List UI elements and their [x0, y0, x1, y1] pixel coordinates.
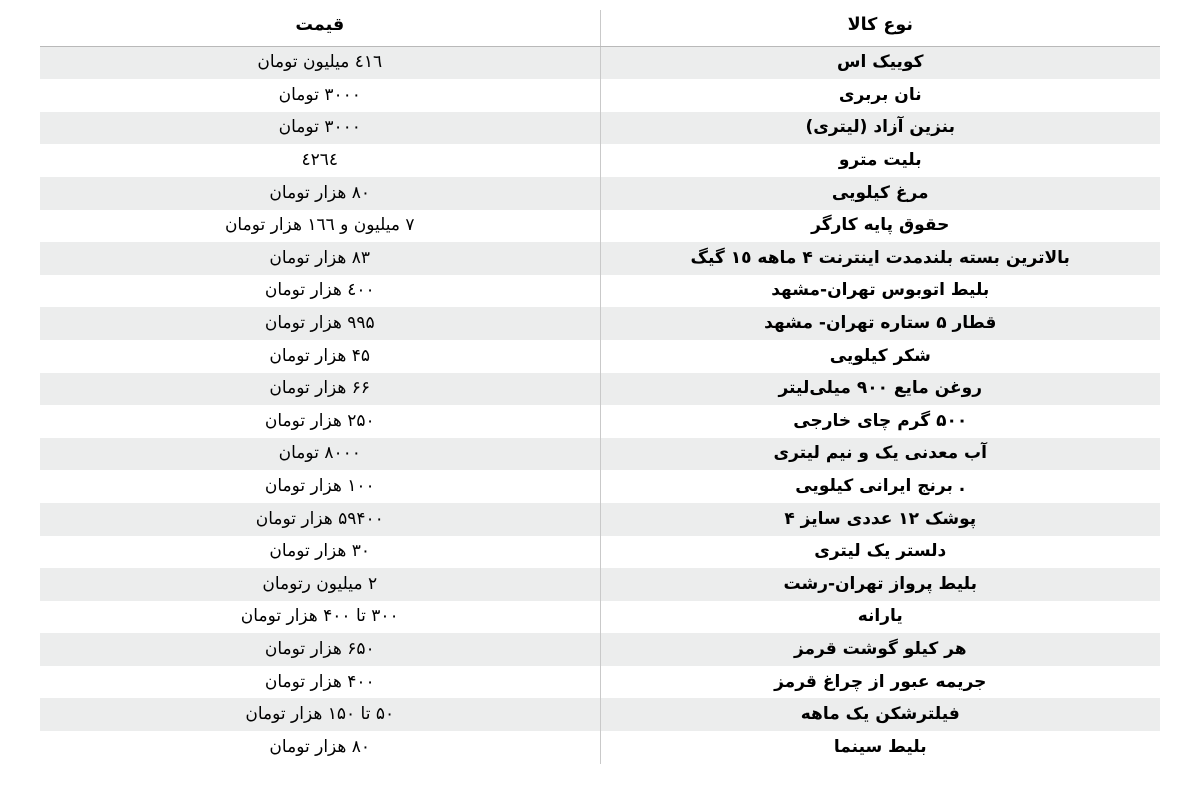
cell-price: ٣٠٠٠ تومان — [40, 79, 600, 112]
table-row — [40, 46, 1160, 79]
table-row — [40, 177, 1160, 210]
table-row — [40, 503, 1160, 536]
cell-item: جریمه عبور از چراغ قرمز — [600, 666, 1160, 699]
cell-item: شکر کیلویی — [600, 340, 1160, 373]
cell-price: ۳۰ هزار تومان — [40, 536, 600, 569]
table-row — [40, 601, 1160, 634]
cell-price: ٤١٦ میلیون تومان — [40, 46, 600, 79]
cell-item: بالاترین بسته بلندمدت اینترنت ۴ ماهه ١٥ گیگ — [600, 242, 1160, 275]
cell-price: ٨٠ هزار تومان — [40, 177, 600, 210]
cell-item: حقوق پایه کارگر — [600, 210, 1160, 243]
table-row — [40, 144, 1160, 177]
cell-item: فیلترشکن یک ماهه — [600, 698, 1160, 731]
cell-item: بلیط سینما — [600, 731, 1160, 764]
cell-price: ٤٢٦٤ — [40, 144, 600, 177]
cell-item: بلیط اتوبوس تهران-مشهد — [600, 275, 1160, 308]
cell-price: ۵۰ تا ۱۵۰ هزار تومان — [40, 698, 600, 731]
table-row — [40, 242, 1160, 275]
table-row — [40, 731, 1160, 764]
column-header-item: نوع کالا — [600, 10, 1160, 46]
cell-item: ۵۰۰ گرم چای خارجی — [600, 405, 1160, 438]
column-header-price: قیمت — [40, 10, 600, 46]
cell-price: ٨٠٠٠ تومان — [40, 438, 600, 471]
cell-price: ۲ میلیون رتومان — [40, 568, 600, 601]
table-row — [40, 405, 1160, 438]
cell-price: ۴۵ هزار تومان — [40, 340, 600, 373]
table-row — [40, 698, 1160, 731]
cell-price: ٣٠٠٠ تومان — [40, 112, 600, 145]
cell-price: ٨٣ هزار تومان — [40, 242, 600, 275]
cell-item: بلیت مترو — [600, 144, 1160, 177]
table-row — [40, 568, 1160, 601]
cell-item: آب معدنی یک و نیم لیتری — [600, 438, 1160, 471]
table-row — [40, 536, 1160, 569]
table-row — [40, 666, 1160, 699]
cell-item: پوشک ۱۲ عددی سایز ۴ — [600, 503, 1160, 536]
cell-price: ۱۰۰ هزار تومان — [40, 470, 600, 503]
cell-item: کوییک اس — [600, 46, 1160, 79]
table-row — [40, 275, 1160, 308]
cell-item: روغن مایع ۹۰۰ میلی‌لیتر — [600, 373, 1160, 406]
cell-item: نان بربری — [600, 79, 1160, 112]
cell-item: . برنج ایرانی کیلویی — [600, 470, 1160, 503]
cell-item: هر کیلو گوشت قرمز — [600, 633, 1160, 666]
cell-price: ۳۰۰ تا ۴۰۰ هزار تومان — [40, 601, 600, 634]
cell-price: ٧ میلیون و ١٦٦ هزار تومان — [40, 210, 600, 243]
cell-price: ٤٠٠ هزار تومان — [40, 275, 600, 308]
cell-price: ۸۰ هزار تومان — [40, 731, 600, 764]
table-row — [40, 79, 1160, 112]
table-row — [40, 438, 1160, 471]
table-row — [40, 307, 1160, 340]
table-row — [40, 633, 1160, 666]
cell-price: ۵۹۴۰۰ هزار تومان — [40, 503, 600, 536]
table-row — [40, 373, 1160, 406]
table-header — [40, 10, 1160, 46]
table-header-row — [40, 10, 1160, 46]
cell-item: قطار ۵ ستاره تهران- مشهد — [600, 307, 1160, 340]
cell-item: مرغ کیلویی — [600, 177, 1160, 210]
price-comparison-table — [40, 10, 1160, 764]
table-row — [40, 470, 1160, 503]
table-row — [40, 112, 1160, 145]
cell-price: ۶۵۰ هزار تومان — [40, 633, 600, 666]
table-row — [40, 340, 1160, 373]
table-body — [40, 46, 1160, 764]
cell-price: ۹۹۵ هزار تومان — [40, 307, 600, 340]
table-row — [40, 210, 1160, 243]
cell-item: دلستر یک لیتری — [600, 536, 1160, 569]
cell-item: بنزین آزاد (لیتری) — [600, 112, 1160, 145]
cell-item: یارانه — [600, 601, 1160, 634]
cell-item: بلیط پرواز تهران-رشت — [600, 568, 1160, 601]
cell-price: ۲۵۰ هزار تومان — [40, 405, 600, 438]
cell-price: ۶۶ هزار تومان — [40, 373, 600, 406]
cell-price: ۴۰۰ هزار تومان — [40, 666, 600, 699]
